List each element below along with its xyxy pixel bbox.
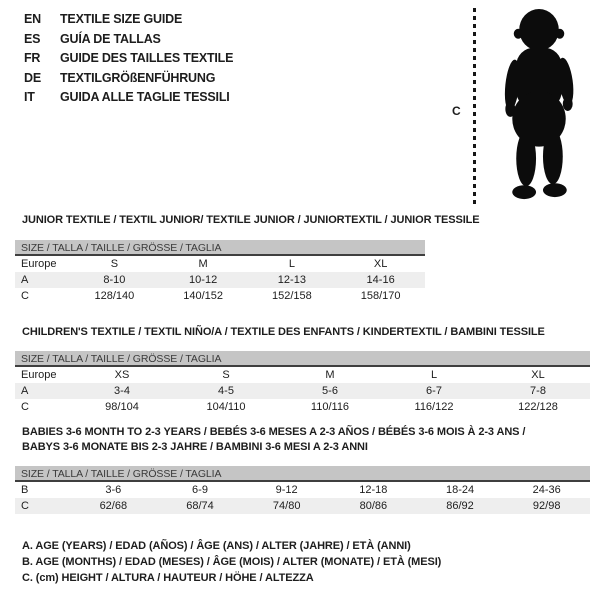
baby-silhouette-image [500,8,580,206]
row-label: Europe [21,258,57,270]
language-title: TEXTILE SIZE GUIDE [60,12,183,26]
row-label: A [21,385,29,397]
size-cell: M [198,258,208,270]
row-label: A [21,274,29,286]
table-row-age [15,383,590,399]
language-code: IT [24,90,35,104]
table-row-height [15,288,425,304]
height-cell: 158/170 [360,290,401,302]
language-row-fr [24,49,233,69]
height-cell: 80/86 [359,500,388,512]
height-cell: 128/140 [94,290,135,302]
height-cell: 110/116 [310,401,350,413]
age-cell: 7-8 [530,385,546,397]
age-cell: 12-18 [359,484,388,496]
height-cell: 122/128 [518,401,558,413]
table-row-europe [15,256,425,272]
junior-table-title: JUNIOR TEXTILE / TEXTIL JUNIOR/ TEXTILE JUNIOR / JUNIORTEXTIL / JUNIOR TESSILE [22,214,480,226]
size-cell: L [430,369,438,381]
row-label: C [21,290,29,302]
babies-table-title-line1: BABIES 3-6 MONTH TO 2-3 YEARS / BEBÉS 3-6 MESES A 2-3 AÑOS / BÉBÉS 3-6 MOIS À 2-3 ANS / [22,426,526,438]
height-cell: 116/122 [414,401,454,413]
language-code: ES [24,31,41,46]
size-header-band: SIZE / TALLA / TAILLE / GRÖSSE / TAGLIA [15,240,425,256]
children-table-title: CHILDREN'S TEXTILE / TEXTIL NIÑO/A / TEXTILE DES ENFANTS / KINDERTEXTIL / BAMBINI TESSILE [22,326,545,338]
size-cell: L [288,258,295,270]
age-cell: 24-36 [532,484,561,496]
age-cell: 3-4 [114,385,130,397]
footnote-age-months: B. AGE (MONTHS) / EDAD (MESES) / ÂGE (MOIS) / ALTER (MONATE) / ETÀ (MESI) [22,556,442,568]
table-row-height [15,399,590,415]
size-header-band: SIZE / TALLA / TAILLE / GRÖSSE / TAGLIA [15,466,590,482]
language-row-it [24,88,233,108]
size-cell: XS [114,369,130,381]
height-cell: 104/110 [206,401,246,413]
junior-table-section [15,213,480,304]
height-cell: 74/80 [272,500,301,512]
table-row-height [15,498,590,514]
row-label: B [21,484,29,496]
language-list [24,10,233,108]
table-row-europe [15,367,590,383]
size-cell: XL [373,258,388,270]
age-cell: 12-13 [277,274,306,286]
language-row-es [24,30,233,50]
row-label: Europe [21,369,57,381]
babies-table-title-line2: BABYS 3-6 MONATE BIS 2-3 JAHRE / BAMBINI 3-6 MESI A 2-3 ANNI [22,441,368,453]
age-cell: 14-16 [366,274,395,286]
size-cell: XL [531,369,545,381]
size-cell: S [110,258,119,270]
age-cell: 9-12 [275,484,298,496]
table-row-age [15,272,425,288]
size-cell: M [325,369,335,381]
language-code: EN [24,12,41,26]
language-title: GUIDE DES TAILLES TEXTILE [60,51,234,65]
language-title: GUIDA ALLE TAGLIE TESSILI [60,90,230,104]
age-cell: 6-9 [192,484,208,496]
height-cell: 62/68 [99,500,128,512]
language-code: DE [24,70,41,85]
age-cell: 3-6 [105,484,122,496]
height-cell: 86/92 [446,500,474,512]
age-cell: 6-7 [426,385,442,397]
size-header-band: SIZE / TALLA / TAILLE / GRÖSSE / TAGLIA [15,351,590,367]
language-title: GUÍA DE TALLAS [60,31,161,46]
height-cell: 92/98 [532,500,561,512]
footnote-age-years: A. AGE (YEARS) / EDAD (AÑOS) / ÂGE (ANS) / ALTER (JAHRE) / ETÀ (ANNI) [22,540,411,552]
language-title: TEXTILGRÖßENFÜHRUNG [60,70,216,85]
table-row-age-months [15,482,590,498]
age-cell: 8-10 [103,274,126,286]
babies-table-section [15,425,590,514]
footnote-legend [22,538,441,586]
height-dotted-line [473,8,476,206]
height-cell: 68/74 [186,500,214,512]
language-row-de [24,69,233,89]
height-measure-label: C [452,104,461,118]
language-row-en [24,10,233,30]
age-cell: 5-6 [322,385,338,397]
footnote-height-cm: C. (cm) HEIGHT / ALTURA / HAUTEUR / HÖHE / ALTEZZA [22,572,314,584]
size-cell: S [222,369,230,381]
age-cell: 4-5 [218,385,234,397]
age-cell: 10-12 [189,274,218,286]
age-cell: 18-24 [445,484,475,496]
children-table-section [15,325,590,415]
height-cell: 140/152 [183,290,223,302]
height-cell: 152/158 [271,290,312,302]
height-cell: 98/104 [105,401,139,413]
row-label: C [21,500,29,512]
language-code: FR [24,51,41,65]
row-label: C [21,401,29,413]
